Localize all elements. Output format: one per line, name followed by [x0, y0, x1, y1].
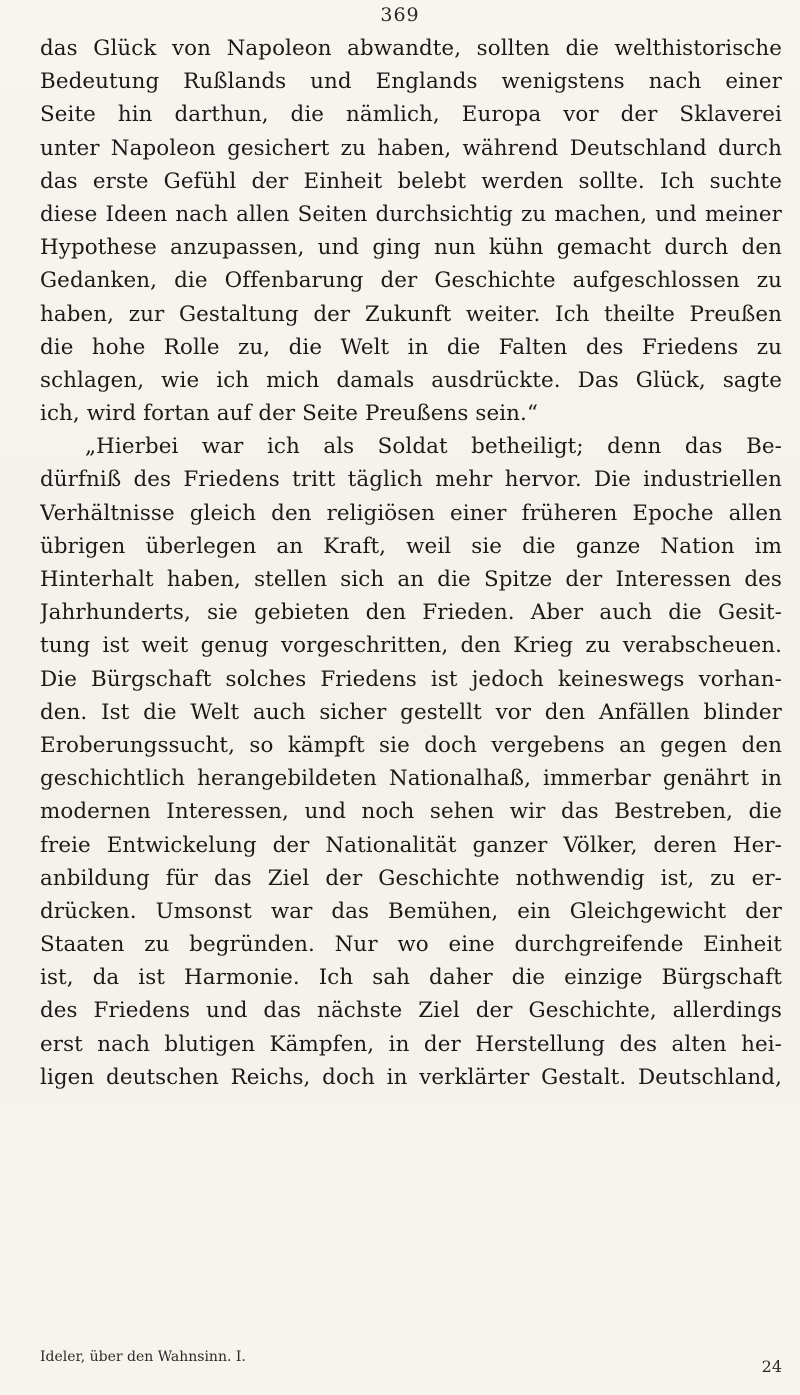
text-line: „Hierbei war ich als Soldat betheiligt; denn das Be- [85, 434, 782, 460]
text-line: Seite hin darthun, die nämlich, Europa vor der Sklaverei [40, 102, 782, 128]
text-line: den. Ist die Welt auch sicher gestellt vor den Anfällen blinder [40, 699, 782, 725]
text-line: modernen Interessen, und noch sehen wir das Bestreben, die [40, 799, 782, 825]
text-line: des Friedens und das nächste Ziel der Geschichte, allerdings [40, 998, 782, 1024]
text-line: Hypothese anzupassen, und ging nun kühn gemacht durch den [40, 235, 782, 261]
text-line: freie Entwickelung der Nationalität ganzer Völker, deren Her- [40, 832, 782, 858]
text-line: anbildung für das Ziel der Geschichte nothwendig ist, zu er- [40, 865, 782, 891]
text-line: haben, zur Gestaltung der Zukunft weiter. Ich theilte Preußen [40, 301, 782, 327]
text-line: ligen deutschen Reichs, doch in verklärter Gestalt. Deutschland, [40, 1064, 782, 1090]
footer-source: Ideler, über den Wahnsinn. I. [40, 1349, 246, 1365]
text-line: Staaten zu begründen. Nur wo eine durchgreifende Einheit [40, 932, 782, 958]
text-line: Die Bürgschaft solches Friedens ist jedoch keineswegs vorhan- [40, 666, 782, 692]
text-line: schlagen, wie ich mich damals ausdrückte. Das Glück, sagte [40, 367, 782, 393]
page-footer [40, 1349, 782, 1376]
text-line: das erste Gefühl der Einheit belebt werden sollte. Ich suchte [40, 168, 782, 194]
text-line: das Glück von Napoleon abwandte, sollten die welthistorische [40, 36, 782, 61]
text-line: ich, wird fortan auf der Seite Preußens sein.“ [40, 401, 538, 427]
text-line: Eroberungssucht, so kämpft sie doch vergebens an gegen den [40, 732, 782, 758]
body-text [40, 32, 782, 1094]
text-line: Verhältnisse gleich den religiösen einer früheren Epoche allen [40, 500, 782, 526]
text-line: Hinterhalt haben, stellen sich an die Spitze der Interessen des [40, 567, 782, 592]
text-line: erst nach blutigen Kämpfen, in der Herstellung des alten hei- [40, 1031, 782, 1057]
text-line: die hohe Rolle zu, die Welt in die Falten des Friedens zu [40, 334, 782, 360]
text-line: tung ist weit genug vorgeschritten, den Krieg zu verabscheuen. [40, 633, 782, 659]
text-line: unter Napoleon gesichert zu haben, während Deutschland durch [40, 135, 782, 161]
text-line: übrigen überlegen an Kraft, weil sie die ganze Nation im [40, 533, 782, 559]
text-line: dürfniß des Friedens tritt täglich mehr hervor. Die industriellen [40, 467, 782, 493]
text-line: drücken. Umsonst war das Bemühen, ein Gleichgewicht der [40, 898, 782, 924]
footer-signature: 24 [761, 1357, 782, 1376]
text-line: Gedanken, die Offenbarung der Geschichte aufgeschlossen zu [40, 268, 782, 294]
page-number: 369 [380, 4, 420, 26]
text-line: diese Ideen nach allen Seiten durchsichtig zu machen, und meiner [40, 201, 782, 227]
text-line: ist, da ist Harmonie. Ich sah daher die einzige Bürgschaft [40, 965, 782, 991]
text-line: Bedeutung Rußlands und Englands wenigstens nach einer [40, 69, 782, 95]
text-line: Jahrhunderts, sie gebieten den Frieden. Aber auch die Gesit- [40, 600, 782, 626]
text-line: geschichtlich herangebildeten Nationalhaß, immerbar genährt in [40, 766, 782, 792]
